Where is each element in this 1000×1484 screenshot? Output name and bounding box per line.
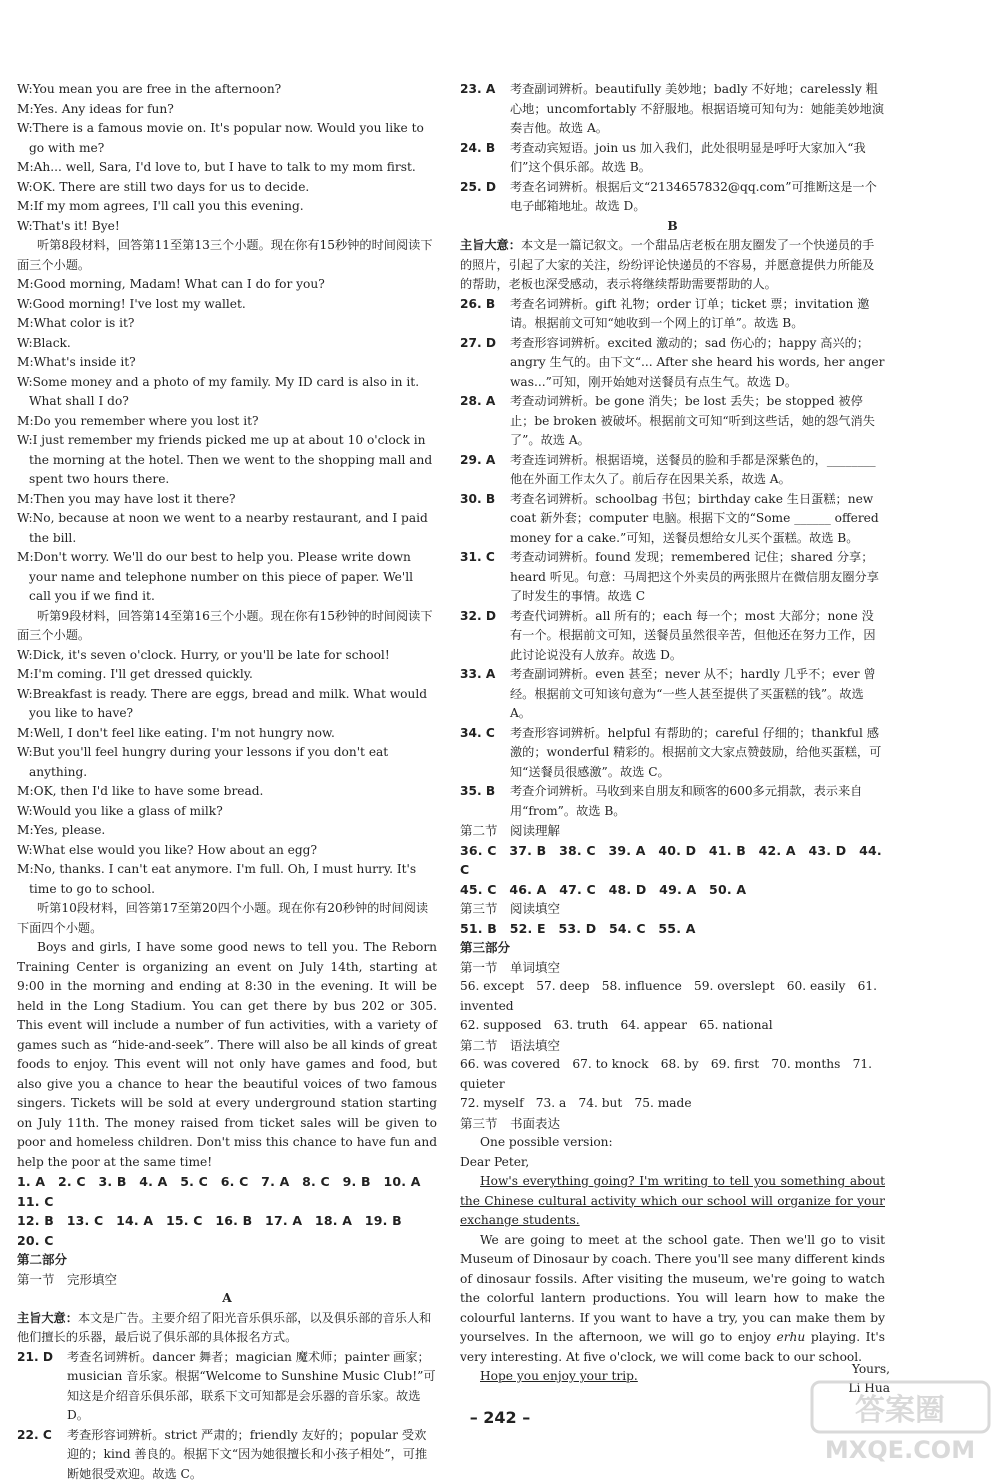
letter-paragraph-1: How's everything going? I'm writing to tell you something about the Chinese cultural activity which our school will organize for your exchange students. — [460, 1172, 885, 1231]
question-number: 27. D — [460, 334, 510, 393]
question-number: 33. A — [460, 665, 510, 724]
dialogue-line: W:OK. There are still two days for us to decide. — [17, 178, 437, 198]
letter-paragraph-2: We are going to meet at the school gate. Then we'll go to visit Museum of Dinosaur by coach. There you'll see many different kinds of dinosaur fossils. After visiting the museum, we're going to watch the colorful lantern productions. You will learn how to make the colourful lanterns. If you want to have a try, you can make them by yourselves. In the afternoon, we will go to enjoy erhu playing. It's very interesting. At five o'clock, we will come back to our school. — [460, 1231, 885, 1368]
question-number: 24. B — [460, 139, 510, 178]
question-number: 25. D — [460, 178, 510, 217]
question-analysis: 考查形容词辨析。strict 严肃的；friendly 友好的；popular 受欢迎的；kind 善良的。根据下文“因为她很擅长和小孩子相处”，可推断她很受欢迎。故选 C。 — [67, 1426, 437, 1484]
question-explanation — [460, 295, 885, 334]
dialogue-line: W:You mean you are free in the afternoon? — [17, 80, 437, 100]
passage-b-heading: B — [460, 217, 885, 237]
intro-section-8: 听第8段材料，回答第11至第13三个小题。现在你有15秒钟的时间阅读下面三个小题。 — [17, 236, 437, 275]
monologue-10: Boys and girls, I have some good news to tell you. The Reborn Training Center is organizing an event on July 14th, starting at 9:00 in the morning and ending at 8:30 in the evening. It will be held in the Long Stadium. You can get there by bus 202 or 305. This event will include a number of fun activities, with a variety of games such as “hide-and-seek”. There will also be all kinds of great foods to enjoy. This event will not only have games and food, but also give you a chance to hear the beautiful voices of two famous singers. Tickets will be sold at every underground station starting on July 11th. The money raised from ticket sales will be given to poor and homeless children. Don't miss this chance to have fun and help the poor at the same time! — [17, 938, 437, 1172]
letter-closing: Hope you enjoy your trip. — [460, 1367, 885, 1387]
possible-version-label: One possible version: — [460, 1133, 885, 1153]
svg-text:MXQE.COM: MXQE.COM — [825, 1436, 975, 1464]
dialogue-line: M:Yes. Any ideas for fun? — [17, 100, 437, 120]
question-number: 28. A — [460, 392, 510, 451]
intro-section-10: 听第10段材料，回答第17至第20四个小题。现在你有20秒钟的时间阅读下面四个小题。 — [17, 899, 437, 938]
dialogue-line: M:Don't worry. We'll do our best to help you. Please write down your name and telephone number on this piece of paper. We'll call you if we find it. — [17, 548, 437, 607]
section-cloze-heading: 第一节 完形填空 — [17, 1270, 437, 1290]
dialogue-line: W:Some money and a photo of my family. My ID card is also in it. What shall I do? — [17, 373, 437, 412]
grammar-answers-1: 66. was covered 67. to knock 68. by 69. first 70. months 71. quieter — [460, 1055, 885, 1094]
question-analysis: 考查代词辨析。all 所有的；each 每一个；most 大部分；none 没有一个。根据前文可知，送餐员虽然很辛苦，但他还在努力工作，因此讨论说没有人放弃。故选 D。 — [510, 607, 885, 666]
dialogue-line: W:Dick, it's seven o'clock. Hurry, or you'll be late for school! — [17, 646, 437, 666]
question-number: 35. B — [460, 782, 510, 821]
intro-section-9: 听第9段材料，回答第14至第16三个小题。现在你有15秒钟的时间阅读下面三个小题。 — [17, 607, 437, 646]
question-explanation — [460, 665, 885, 724]
dialogue-line: M:If my mom agrees, I'll call you this evening. — [17, 197, 437, 217]
question-explanation — [460, 178, 885, 217]
section-word-fill-heading: 第一节 单词填空 — [460, 958, 885, 978]
dialogue-line: M:What color is it? — [17, 314, 437, 334]
answers-51-55: 51. B 52. E 53. D 54. C 55. A — [460, 919, 885, 939]
question-analysis: 考查形容词辨析。helpful 有帮助的；careful 仔细的；thankful 感激的；wonderful 精彩的。根据前文大家点赞鼓励，给他买蛋糕，可知“送餐员很感激”。故选 C。 — [510, 724, 885, 783]
dialogue-line: M:Good morning, Madam! What can I do for you? — [17, 275, 437, 295]
question-number: 31. C — [460, 548, 510, 607]
dialogue-1 — [17, 80, 437, 236]
letter-greeting: Dear Peter, — [460, 1153, 885, 1173]
dialogue-line: W:Would you like a glass of milk? — [17, 802, 437, 822]
section-writing-heading: 第三节 书面表达 — [460, 1114, 885, 1134]
dialogue-line: M:Do you remember where you lost it? — [17, 412, 437, 432]
question-analysis: 考查介词辨析。马收到来自朋友和顾客的600多元捐款，表示来自用“from”。故选 B。 — [510, 782, 885, 821]
dialogue-line: W:That's it! Bye! — [17, 217, 437, 237]
page-number: – 242 – — [0, 1408, 1000, 1427]
question-explanation — [460, 490, 885, 549]
word-answers-1: 56. except 57. deep 58. influence 59. overslept 60. easily 61. invented — [460, 977, 885, 1016]
dialogue-line: W:No, because at noon we went to a nearby restaurant, and I paid the bill. — [17, 509, 437, 548]
question-analysis: 考查形容词辨析。excited 激动的；sad 伤心的；happy 高兴的；angry 生气的。由下文“... After she heard his words, her anger was...”可知，刚开始她对送餐员有点生气。故选 D。 — [510, 334, 885, 393]
question-explanation — [460, 80, 885, 139]
question-number: 21. D — [17, 1348, 67, 1426]
right-question-list-a — [460, 80, 885, 217]
answers-45-50: 45. C 46. A 47. C 48. D 49. A 50. A — [460, 880, 885, 900]
question-analysis: 考查名词辨析。dancer 舞者；magician 魔术师；painter 画家；musician 音乐家。根据“Welcome to Sunshine Music Club!”可知这是介绍音乐俱乐部，联系下文可知都是会乐器的音乐家。故选 D。 — [67, 1348, 437, 1426]
question-analysis: 考查动词辨析。be gone 消失；be lost 丢失；be stopped 被停止；be broken 被破坏。根据前文可知“听到这些话，她的怨气消失了”。故选 A。 — [510, 392, 885, 451]
question-explanation — [460, 139, 885, 178]
passage-a-heading: A — [17, 1289, 437, 1309]
answers-1-11: 1. A 2. C 3. B 4. A 5. C 6. C 7. A 8. C 9. B 10. A 11. C — [17, 1172, 437, 1211]
question-explanation — [460, 548, 885, 607]
dialogue-line: M:Well, I don't feel like eating. I'm not hungry now. — [17, 724, 437, 744]
question-explanation — [460, 334, 885, 393]
question-number: 32. D — [460, 607, 510, 666]
dialogue-line: W:But you'll feel hungry during your lessons if you don't eat anything. — [17, 743, 437, 782]
question-analysis: 考查副词辨析。even 甚至；never 从不；hardly 几乎不；ever 曾经。根据前文可知该句意为“一些人甚至提供了买蛋糕的钱”。故选 A。 — [510, 665, 885, 724]
question-analysis: 考查动宾短语。join us 加入我们，此处很明显是呼吁大家加入“我们”这个俱乐部。故选 B。 — [510, 139, 885, 178]
question-number: 23. A — [460, 80, 510, 139]
question-explanation — [460, 451, 885, 490]
question-analysis: 考查名词辨析。gift 礼物；order 订单；ticket 票；invitation 邀请。根据前文可知“她收到一个网上的订单”。故选 B。 — [510, 295, 885, 334]
part-3-heading: 第三部分 — [460, 938, 885, 958]
question-number: 26. B — [460, 295, 510, 334]
dialogue-line: M:OK, then I'd like to have some bread. — [17, 782, 437, 802]
question-explanation — [17, 1426, 437, 1484]
dialogue-line: M:Yes, please. — [17, 821, 437, 841]
left-column — [17, 80, 437, 1484]
question-explanation — [460, 724, 885, 783]
question-analysis: 考查副词辨析。beautifully 美妙地；badly 不好地；carelessly 粗心地；uncomfortably 不舒服地。根据语境可知句为：她能美妙地演奏吉他。故选 A。 — [510, 80, 885, 139]
question-explanation — [460, 392, 885, 451]
question-number: 34. C — [460, 724, 510, 783]
question-analysis: 考查动词辨析。found 发现；remembered 记住；shared 分享；heard 听见。句意：马周把这个外卖员的两张照片在微信朋友圈分享了时发生的事情。故选 C — [510, 548, 885, 607]
dialogue-line: M:Ah... well, Sara, I'd love to, but I have to talk to my mom first. — [17, 158, 437, 178]
question-explanation — [460, 607, 885, 666]
part-2-heading: 第二部分 — [17, 1250, 437, 1270]
main-idea-a: 主旨大意：本文是广告。主要介绍了阳光音乐俱乐部，以及俱乐部的音乐人和他们擅长的乐器，最后说了俱乐部的具体报名方式。 — [17, 1309, 437, 1348]
question-analysis: 考查连词辨析。根据语境，送餐员的脸和手都是深紫色的，________他在外面工作太久了。前后存在因果关系，故选 A。 — [510, 451, 885, 490]
dialogue-line: W:I just remember my friends picked me up at about 10 o'clock in the morning at the hotel. Then we went to the shopping mall and spent two hours there. — [17, 431, 437, 490]
question-explanation — [460, 782, 885, 821]
dialogue-line: W:What else would you like? How about an egg? — [17, 841, 437, 861]
question-number: 29. A — [460, 451, 510, 490]
word-answers-2: 62. supposed 63. truth 64. appear 65. national — [460, 1016, 885, 1036]
signature-name: Li Hua — [800, 1379, 890, 1398]
question-analysis: 考查名词辨析。schoolbag 书包；birthday cake 生日蛋糕；new coat 新外套；computer 电脑。根据下文的“Some ______ offered money for a cake.”可知，送餐员想给女儿买个蛋糕。故选 B。 — [510, 490, 885, 549]
dialogue-line: W:Breakfast is ready. There are eggs, bread and milk. What would you like to have? — [17, 685, 437, 724]
main-idea-b: 主旨大意：本文是一篇记叙文。一个甜品店老板在朋友圈发了一个快递员的手的照片，引起了大家的关注，纷纷评论快递员的不容易，并愿意提供力所能及的帮助，老板也深受感动，表示将继续帮助需要帮助的人。 — [460, 236, 885, 295]
section-reading-heading: 第二节 阅读理解 — [460, 821, 885, 841]
dialogue-9 — [17, 646, 437, 900]
question-number: 22. C — [17, 1426, 67, 1484]
right-column — [460, 80, 885, 1387]
section-grammar-heading: 第二节 语法填空 — [460, 1036, 885, 1056]
dialogue-line: M:No, thanks. I can't eat anymore. I'm full. Oh, I must hurry. It's time to go to school. — [17, 860, 437, 899]
answers-36-44: 36. C 37. B 38. C 39. A 40. D 41. B 42. A 43. D 44. C — [460, 841, 885, 880]
answers-12-20: 12. B 13. C 14. A 15. C 16. B 17. A 18. A 19. B 20. C — [17, 1211, 437, 1250]
dialogue-line: M:I'm coming. I'll get dressed quickly. — [17, 665, 437, 685]
dialogue-line: W:Black. — [17, 334, 437, 354]
right-question-list-b — [460, 295, 885, 822]
dialogue-line: M:Then you may have lost it there? — [17, 490, 437, 510]
question-number: 30. B — [460, 490, 510, 549]
dialogue-line: W:Good morning! I've lost my wallet. — [17, 295, 437, 315]
section-reading-fill-heading: 第三节 阅读填空 — [460, 899, 885, 919]
dialogue-8 — [17, 275, 437, 607]
svg-text:答案圈: 答案圈 — [855, 1393, 945, 1428]
watermark-logo — [808, 1378, 993, 1466]
dialogue-line: W:There is a famous movie on. It's popular now. Would you like to go with me? — [17, 119, 437, 158]
dialogue-line: M:What's inside it? — [17, 353, 437, 373]
question-analysis: 考查名词辨析。根据后文“2134657832@qq.com”可推断这是一个电子邮箱地址。故选 D。 — [510, 178, 885, 217]
yours-label: Yours, — [800, 1360, 890, 1379]
grammar-answers-2: 72. myself 73. a 74. but 75. made — [460, 1094, 885, 1114]
